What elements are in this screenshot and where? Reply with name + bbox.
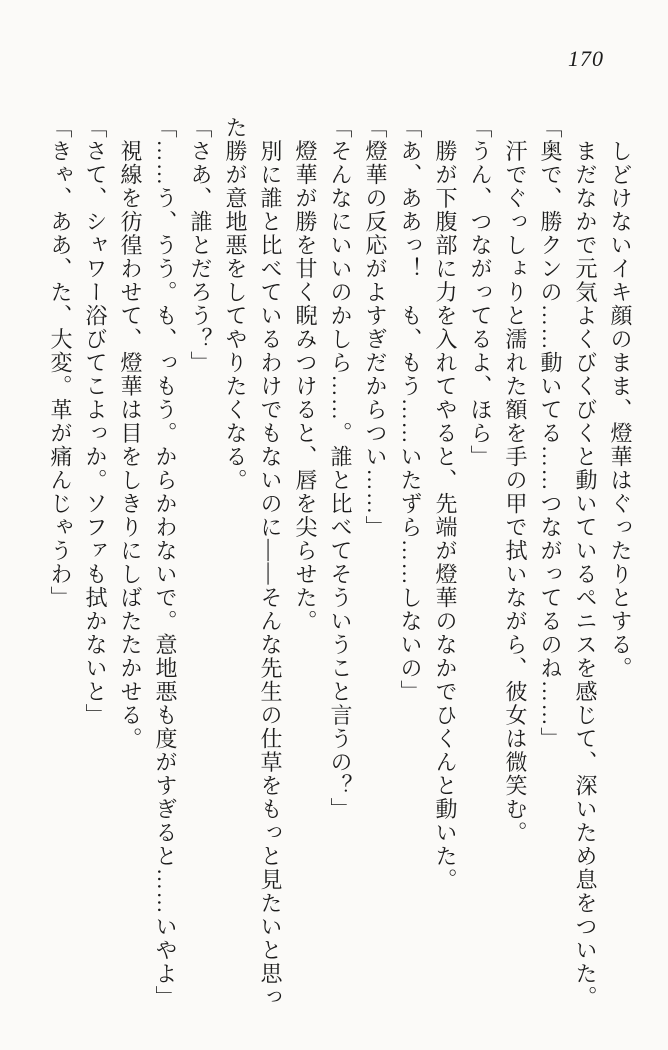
paragraph: 汗でぐっしょりと濡れた額を手の甲で拭いながら、彼女は微笑む。 — [503, 116, 528, 845]
text-block — [43, 116, 638, 1014]
paragraph-dialogue: 「あ、ああっ！ も、もう……いたずら……しないの」 — [398, 116, 423, 704]
paragraph: 勝が下腹部に力を入れてやると、先端が燈華のなかでひくんと動いた。 — [433, 116, 458, 892]
page-number: 170 — [568, 46, 604, 71]
paragraph-dialogue: 「燈華の反応がよすぎだからつい……」 — [363, 116, 388, 539]
paragraph-dialogue: 「奥で、勝クンの……動いてる……つながってるのね……」 — [538, 116, 563, 751]
paragraph: 別に誰と比べているわけでもないのに――そんな先生の仕草をもっと見たいと思った勝が意地悪をしてやりたくなる。 — [223, 116, 283, 1009]
paragraph-dialogue: 「うん、つながってるよ、ほら」 — [468, 116, 493, 469]
paragraph-dialogue: 「……う、うう。も、っもう。からかわないで。意地悪も度がすぎると……いやよ」 — [153, 116, 178, 1009]
paragraph: しどけないイキ顔のまま、燈華はぐったりとする。 — [608, 116, 633, 680]
paragraph-dialogue: 「きゃ、ああ、た、大変。革が痛んじゃうわ」 — [48, 116, 73, 610]
paragraph: 燈華が勝を甘く睨みつけると、唇を尖らせた。 — [293, 116, 318, 633]
paragraph-dialogue: 「さて、シャワー浴びてこよっか。ソファも拭かないと」 — [83, 116, 108, 727]
paragraph: まだなかで元気よくびくびくと動いているペニスを感じて、深いため息をついた。 — [573, 116, 598, 1009]
paragraph-dialogue: 「そんなにいいのかしら……。誰と比べてそういうこと言うの？」 — [328, 116, 353, 821]
paragraph: 視線を彷徨わせて、燈華は目をしきりにしばたたかせる。 — [118, 116, 143, 751]
paragraph-dialogue: 「さあ、誰とだろう？」 — [188, 116, 213, 375]
